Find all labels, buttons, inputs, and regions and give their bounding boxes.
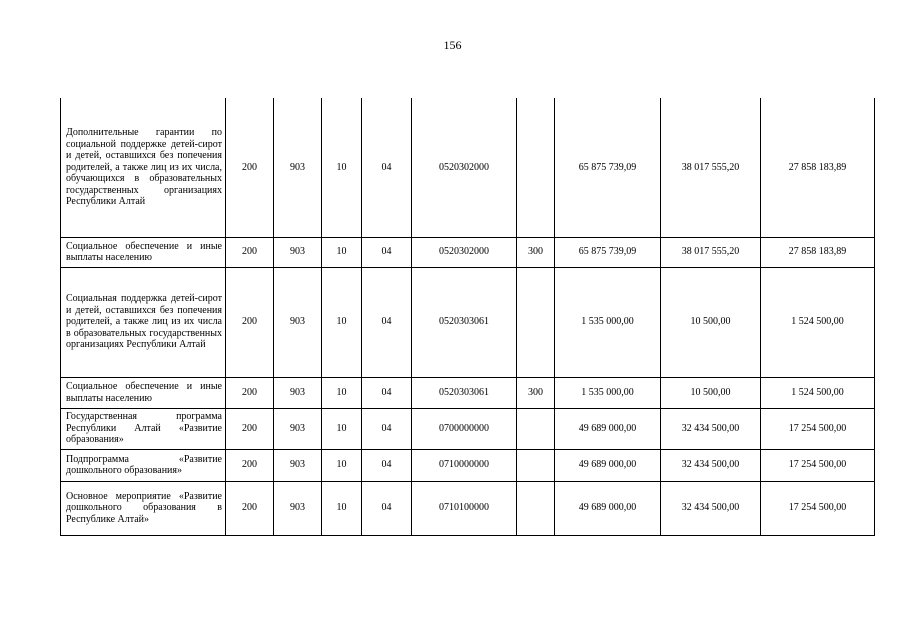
row-name: Государственная программа Республики Алтай «Развитие образования» <box>61 408 226 449</box>
row-subsection: 04 <box>362 237 412 267</box>
table-row <box>61 237 875 267</box>
row-sum-2: 32 434 500,00 <box>661 481 761 535</box>
row-ministry: 903 <box>274 449 322 481</box>
row-ministry: 903 <box>274 98 322 237</box>
row-name: Социальное обеспечение и иные выплаты населению <box>61 377 226 408</box>
row-sum-3: 17 254 500,00 <box>761 481 875 535</box>
row-code: 200 <box>226 267 274 377</box>
row-ministry: 903 <box>274 267 322 377</box>
table-body <box>61 98 875 535</box>
row-sum-2: 38 017 555,20 <box>661 237 761 267</box>
row-target: 0700000000 <box>412 408 517 449</box>
table-row <box>61 449 875 481</box>
row-code: 200 <box>226 98 274 237</box>
row-type <box>517 98 555 237</box>
row-subsection: 04 <box>362 98 412 237</box>
row-code: 200 <box>226 408 274 449</box>
row-name: Основное мероприятие «Развитие дошкольного образования в Республике Алтай» <box>61 481 226 535</box>
row-code: 200 <box>226 237 274 267</box>
row-target: 0520302000 <box>412 237 517 267</box>
row-target: 0710000000 <box>412 449 517 481</box>
table-row <box>61 98 875 237</box>
row-target: 0520303061 <box>412 377 517 408</box>
row-section: 10 <box>322 481 362 535</box>
row-target: 0520303061 <box>412 267 517 377</box>
row-section: 10 <box>322 98 362 237</box>
row-ministry: 903 <box>274 481 322 535</box>
table-row <box>61 481 875 535</box>
row-ministry: 903 <box>274 237 322 267</box>
row-sum-3: 27 858 183,89 <box>761 237 875 267</box>
row-type: 300 <box>517 237 555 267</box>
row-type <box>517 408 555 449</box>
row-target: 0520302000 <box>412 98 517 237</box>
row-sum-2: 10 500,00 <box>661 377 761 408</box>
page-number: 156 <box>443 38 462 52</box>
row-subsection: 04 <box>362 267 412 377</box>
row-sum-2: 10 500,00 <box>661 267 761 377</box>
row-type <box>517 481 555 535</box>
row-sum-3: 1 524 500,00 <box>761 377 875 408</box>
row-name: Социальная поддержка детей-сирот и детей, оставшихся без попечения родителей, а также лиц из их числа в образовательных государственных организациях Республики Алтай <box>61 267 226 377</box>
row-sum-1: 65 875 739,09 <box>555 98 661 237</box>
row-code: 200 <box>226 449 274 481</box>
row-sum-1: 1 535 000,00 <box>555 377 661 408</box>
row-sum-3: 1 524 500,00 <box>761 267 875 377</box>
row-target: 0710100000 <box>412 481 517 535</box>
row-ministry: 903 <box>274 377 322 408</box>
table-row <box>61 267 875 377</box>
row-sum-3: 27 858 183,89 <box>761 98 875 237</box>
row-subsection: 04 <box>362 449 412 481</box>
row-type: 300 <box>517 377 555 408</box>
row-type <box>517 449 555 481</box>
row-sum-3: 17 254 500,00 <box>761 408 875 449</box>
budget-table <box>60 98 875 536</box>
row-code: 200 <box>226 377 274 408</box>
row-section: 10 <box>322 237 362 267</box>
row-sum-2: 38 017 555,20 <box>661 98 761 237</box>
row-name: Социальное обеспечение и иные выплаты населению <box>61 237 226 267</box>
row-subsection: 04 <box>362 377 412 408</box>
row-code: 200 <box>226 481 274 535</box>
row-subsection: 04 <box>362 408 412 449</box>
row-section: 10 <box>322 267 362 377</box>
row-sum-3: 17 254 500,00 <box>761 449 875 481</box>
row-sum-1: 65 875 739,09 <box>555 237 661 267</box>
row-sum-2: 32 434 500,00 <box>661 449 761 481</box>
row-sum-2: 32 434 500,00 <box>661 408 761 449</box>
table-row <box>61 408 875 449</box>
row-section: 10 <box>322 377 362 408</box>
row-subsection: 04 <box>362 481 412 535</box>
row-name: Дополнительные гарантии по социальной поддержке детей-сирот и детей, оставшихся без попечения родителей, а также лиц из их числа, обучающихся в образовательных государственных организациях Республики Алтай <box>61 98 226 237</box>
table-row <box>61 377 875 408</box>
row-name: Подпрограмма «Развитие дошкольного образования» <box>61 449 226 481</box>
row-ministry: 903 <box>274 408 322 449</box>
row-section: 10 <box>322 449 362 481</box>
row-section: 10 <box>322 408 362 449</box>
row-sum-1: 49 689 000,00 <box>555 481 661 535</box>
row-sum-1: 1 535 000,00 <box>555 267 661 377</box>
row-type <box>517 267 555 377</box>
row-sum-1: 49 689 000,00 <box>555 449 661 481</box>
row-sum-1: 49 689 000,00 <box>555 408 661 449</box>
